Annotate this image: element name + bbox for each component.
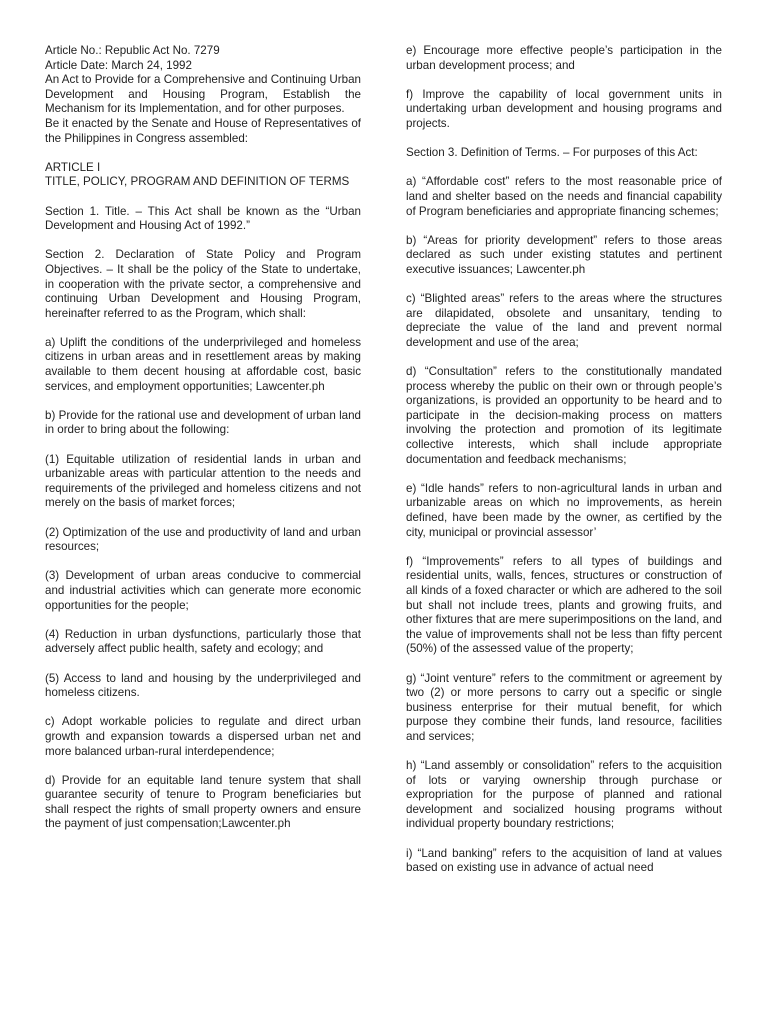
act-title: An Act to Provide for a Comprehensive and Continuing Urban Development and Housing Program, Establish the Mechanism for its Implementation, and for other purposes. xyxy=(45,73,361,116)
item-2: (2) Optimization of the use and productivity of land and urban resources; xyxy=(45,525,361,554)
item-5: (5) Access to land and housing by the underprivileged and homeless citizens. xyxy=(45,671,361,700)
definition-consultation: d) “Consultation” refers to the constitutionally mandated process whereby the public on their own or through people’s organizations, is provided an opportunity to be heard and to participate in the decision-making process on matters involving the protection and promotion of its legitimate collective interests, which shall include appropriate documentation and feedback mechanisms; xyxy=(406,365,722,466)
paragraph-d: d) Provide for an equitable land tenure system that shall guarantee security of tenure to Program beneficiaries but shall respect the rights of small property owners and ensure the payment of just compensation;Lawcenter.ph xyxy=(45,773,361,831)
section-1-title: Section 1. Title. – This Act shall be known as the “Urban Development and Housing Act of 1992.” xyxy=(45,204,361,233)
right-column xyxy=(406,44,722,876)
definition-blighted-areas: c) “Blighted areas” refers to the areas where the structures are dilapidated, obsolete and unsanitary, tending to depreciate the value of the land and prevent normal development and use of the area; xyxy=(406,292,722,349)
item-4: (4) Reduction in urban dysfunctions, particularly those that adversely affect public health, safety and ecology; and xyxy=(45,627,361,656)
article-number: Article No.: Republic Act No. 7279 xyxy=(45,44,220,57)
left-column xyxy=(45,44,361,847)
definition-land-banking: i) “Land banking” refers to the acquisition of land at values based on existing use in advance of actual need xyxy=(406,846,722,875)
article-heading: ARTICLE I xyxy=(45,160,101,174)
paragraph-e: e) Encourage more effective people’s participation in the urban development process; and xyxy=(406,44,722,72)
paragraph-f: f) Improve the capability of local government units in undertaking urban development and housing programs and projects. xyxy=(406,87,722,130)
paragraph-c: c) Adopt workable policies to regulate and direct urban growth and expansion towards a dispersed urban net and more balanced urban-rural interdependence; xyxy=(45,715,361,758)
section-2-policy: Section 2. Declaration of State Policy and Program Objectives. – It shall be the policy of the State to undertake, in cooperation with the private sector, a comprehensive and continuing Urban Development and Housing Program, hereinafter referred to as the Program, which shall: xyxy=(45,248,361,320)
article-date: Article Date: March 24, 1992 xyxy=(45,58,192,72)
definition-priority-areas: b) “Areas for priority development” refers to those areas declared as such under existing statutes and pertinent executive issuances; Lawcenter.ph xyxy=(406,233,722,276)
item-3: (3) Development of urban areas conducive to commercial and industrial activities which can generate more economic opportunities for the people; xyxy=(45,569,361,612)
definition-affordable-cost: a) “Affordable cost” refers to the most reasonable price of land and shelter based on the needs and financial capability of Program beneficiaries and appropriate financing schemes; xyxy=(406,175,722,218)
definition-idle-hands: e) “Idle hands” refers to non-agricultural lands in urban and urbanizable areas on which no improvements, as herein defined, have been made by the owner, as certified by the city, municipal or provincial assessor’ xyxy=(406,481,722,539)
item-1: (1) Equitable utilization of residential lands in urban and urbanizable areas with particular attention to the needs and requirements of the privileged and homeless citizens and not merely on the basis of market forces; xyxy=(45,452,361,510)
paragraph-b: b) Provide for the rational use and development of urban land in order to bring about the following: xyxy=(45,408,361,437)
paragraph-a: a) Uplift the conditions of the underprivileged and homeless citizens in urban areas and in resettlement areas by making available to them decent housing at affordable cost, basic services, and employment opportunities; Lawcenter.ph xyxy=(45,335,361,393)
section-3-definitions: Section 3. Definition of Terms. – For purposes of this Act: xyxy=(406,146,698,160)
definition-improvements: f) “Improvements” refers to all types of buildings and residential units, walls, fences, structures or construction of all kinds of a foxed character or which are adhered to the soil but shall not include trees, plants and growing fruits, and other fixtures that are mere superimpositions on the land, and the value of improvements shall not be less than fifty percent (50%) of the assessed value of the property; xyxy=(406,554,722,656)
definition-land-assembly: h) “Land assembly or consolidation” refers to the acquisition of lots or varying ownership through purchase or expropriation for the purpose of planned and rational development and socialized housing programs without individual property boundary restrictions; xyxy=(406,759,722,831)
article-title: TITLE, POLICY, PROGRAM AND DEFINITION OF TERMS xyxy=(45,175,350,189)
definition-joint-venture: g) “Joint venture” refers to the commitment or agreement by two (2) or more persons to carry out a specific or single business enterprise for their mutual benefit, for which purpose they combine their funds, land resource, facilities and services; xyxy=(406,671,722,743)
enacting-clause: Be it enacted by the Senate and House of Representatives of the Philippines in Congress assembled: xyxy=(45,116,361,145)
